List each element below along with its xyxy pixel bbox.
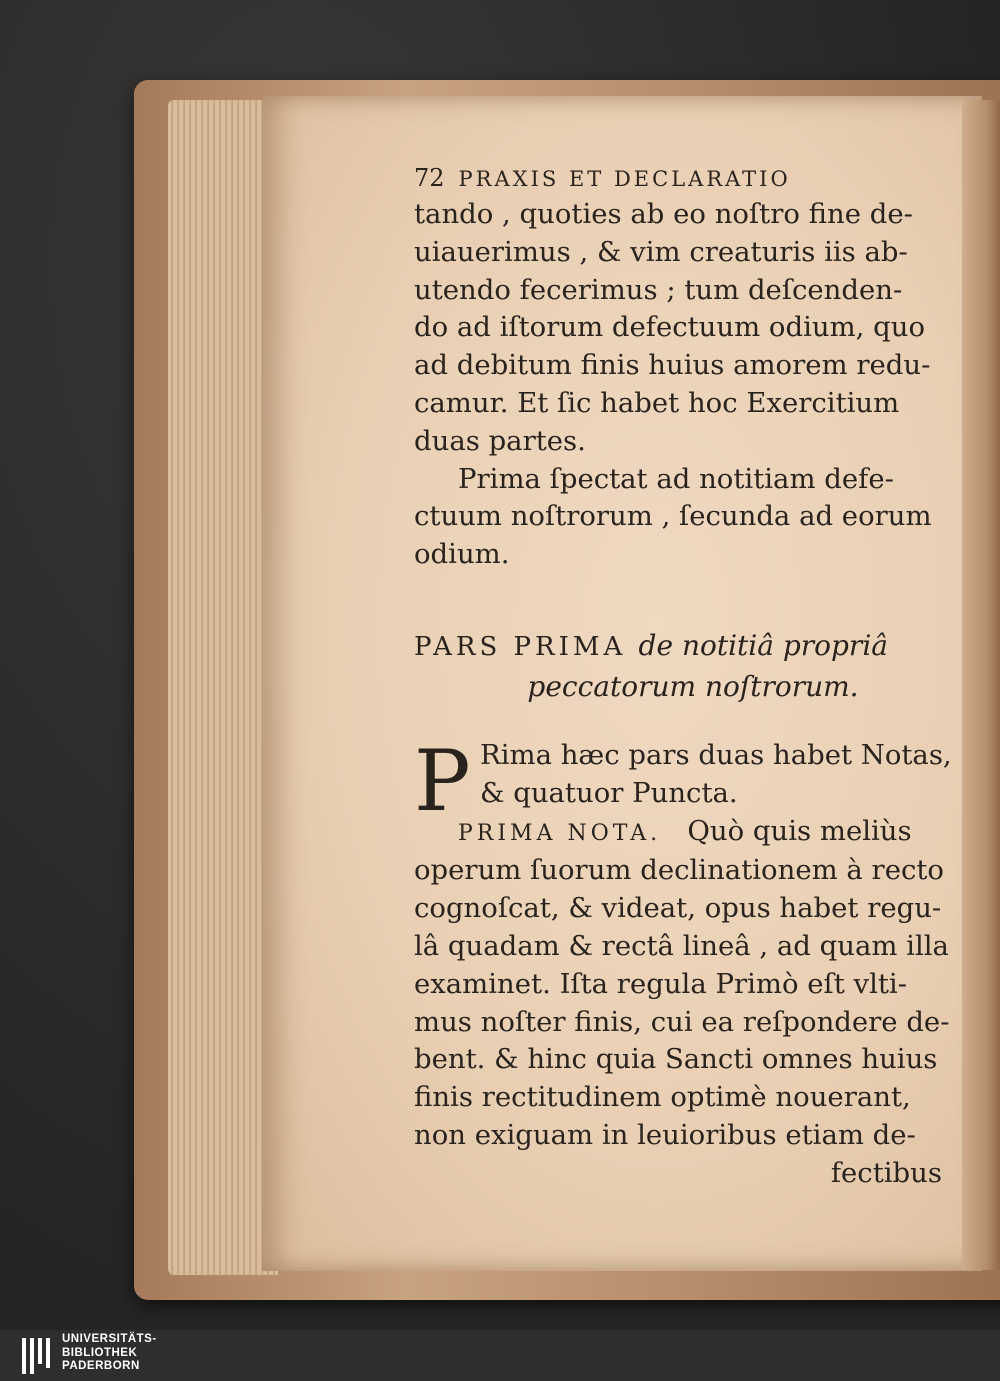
library-footer <box>0 1330 1000 1381</box>
section-heading <box>414 626 942 707</box>
text-line: ad debitum finis huius amorem redu- <box>414 349 931 382</box>
book-gutter <box>962 100 1000 1270</box>
paragraph-4 <box>414 813 950 1155</box>
text-line: ctuum noſtrorum , ſecunda ad eorum <box>414 500 932 533</box>
heading-italic-1: de notitiâ propriâ <box>638 628 888 662</box>
nota-first: Quò quis meliùs <box>687 814 912 847</box>
text-line: operum ſuorum declinationem à recto <box>414 854 944 887</box>
page-text <box>414 164 952 1193</box>
paragraph-2 <box>414 461 942 574</box>
text-line: Prima ſpectat ad notitiam defe- <box>458 462 894 495</box>
text-line: finis rectitudinem optimè nouerant, <box>414 1081 911 1114</box>
text-line: mus noſter finis, cui ea reſpondere de- <box>414 1005 950 1038</box>
library-name-line3: PADERBORN <box>62 1360 140 1372</box>
text-line: do ad iſtorum defectuum odium, quo <box>414 311 926 344</box>
text-line: odium. <box>414 538 510 571</box>
paragraph-3 <box>414 731 952 830</box>
text-line: camur. Et ſic habet hoc Exercitium <box>414 386 900 419</box>
text-line: & quatuor Puncta. <box>480 776 738 809</box>
library-name-line1: UNIVERSITÄTS- <box>62 1333 157 1345</box>
running-header <box>414 164 942 192</box>
drop-cap: P <box>414 731 471 830</box>
text-line: uiauerimus , & vim creaturis iis ab- <box>414 235 908 268</box>
text-line: non exiguam in leuioribus etiam de- <box>414 1118 916 1151</box>
text-line: bent. & hinc quia Sancti omnes huius <box>414 1043 938 1076</box>
text-line: Rima hæc pars duas habet Notas, <box>480 738 952 771</box>
running-head: PRAXIS ET DECLARATIO <box>458 167 791 191</box>
text-line: cognoſcat, & videat, opus habet regu- <box>414 892 942 925</box>
library-name <box>62 1333 157 1374</box>
text-line: duas partes. <box>414 424 586 457</box>
text-line: examinet. Iſta regula Primò eſt vlti- <box>414 967 907 1000</box>
text-line: utendo fecerimus ; tum deſcenden- <box>414 273 903 306</box>
paragraph-1 <box>414 196 942 461</box>
heading-smallcaps: PARS PRIMA <box>414 631 627 662</box>
nota-label: PRIMA NOTA. <box>458 820 662 846</box>
text-line: tando , quoties ab eo noſtro fine de- <box>414 198 913 230</box>
library-logo-icon <box>22 1338 56 1374</box>
page-number: 72 <box>414 164 445 192</box>
text-line: lâ quadam & rectâ lineâ , ad quam illa <box>414 929 949 962</box>
catchword: fectibus <box>830 1156 942 1189</box>
library-name-line2: BIBLIOTHEK <box>62 1346 138 1359</box>
heading-italic-2: peccatorum noſtrorum. <box>527 669 859 703</box>
